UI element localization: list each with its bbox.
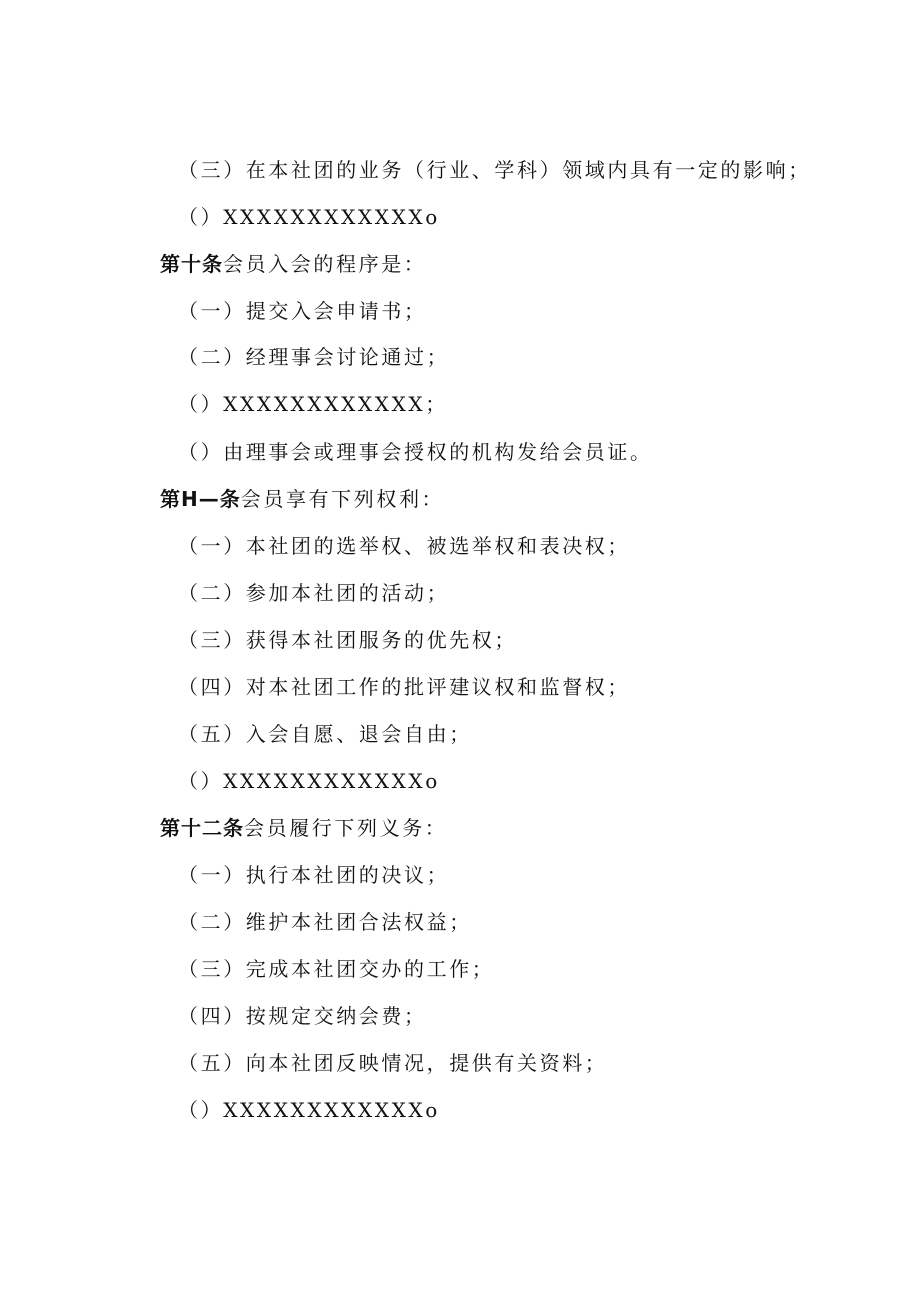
clause-line: （）XXXXXXXXXXXXo xyxy=(178,1098,440,1122)
clause-line: （三）在本社团的业务（行业、学科）领域内具有一定的影响； xyxy=(178,158,811,182)
article-number: 第十条 xyxy=(160,252,223,276)
article-text: 会员履行下列义务： xyxy=(244,816,448,840)
clause-line: （）XXXXXXXXXXXXo xyxy=(178,769,440,793)
clause-line: （二）参加本社团的活动； xyxy=(178,581,450,605)
article-number: 第十二条 xyxy=(160,816,244,840)
clause-line: （）XXXXXXXXXXXXo xyxy=(178,205,440,229)
clause-line: （四）按规定交纳会费； xyxy=(178,1004,427,1028)
clause-line: （二）维护本社团合法权益； xyxy=(178,910,472,934)
clause-line: （四）对本社团工作的批评建议权和监督权； xyxy=(178,675,630,699)
article-text: 会员入会的程序是： xyxy=(223,252,427,276)
clause-line: （五）向本社团反映情况，提供有关资料； xyxy=(178,1051,608,1075)
article-heading xyxy=(160,486,444,512)
article-text: 会员享有下列权利： xyxy=(240,487,445,511)
clause-line: （三）获得本社团服务的优先权； xyxy=(178,628,517,652)
clause-line: （一）提交入会申请书； xyxy=(178,299,427,323)
article-heading xyxy=(160,815,447,841)
clause-line: （）XXXXXXXXXXXX； xyxy=(178,392,448,416)
clause-line: （五）入会自愿、退会自由； xyxy=(178,722,472,746)
clause-line: （）由理事会或理事会授权的机构发给会员证。 xyxy=(178,440,653,464)
article-heading xyxy=(160,251,426,277)
clause-line: （一）执行本社团的决议； xyxy=(178,863,450,887)
clause-line: （一）本社团的选举权、被选举权和表决权； xyxy=(178,534,630,558)
article-number: 第H—条 xyxy=(160,487,241,511)
clause-line: （三）完成本社团交办的工作； xyxy=(178,957,495,981)
clause-line: （二）经理事会讨论通过； xyxy=(178,345,450,369)
